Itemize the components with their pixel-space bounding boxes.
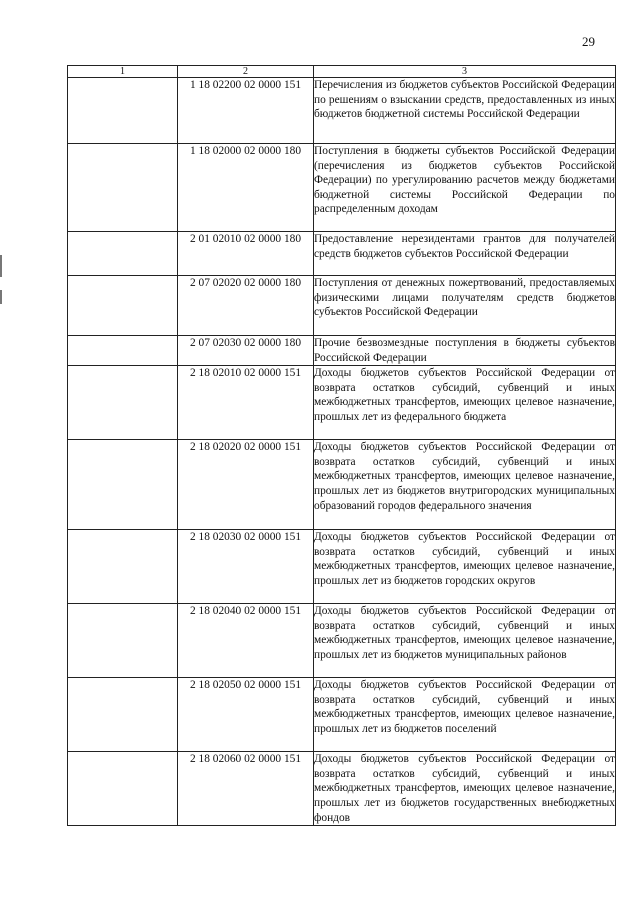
table-row [68,530,616,604]
income-description: Поступления в бюджеты субъектов Российской Федерации (перечисления из бюджетов субъектов Российской Федерации) по урегулированию расчетов между бюджетами бюджетной системы Российской Федерации по распределенным доходам [314,144,616,232]
row-col1-cell [68,530,178,604]
budget-code: 2 18 02050 02 0000 151 [178,678,314,752]
table-row [68,752,616,826]
budget-code: 1 18 02200 02 0000 151 [178,78,314,144]
income-description: Доходы бюджетов субъектов Российской Федерации от возврата остатков субсидий, субвенций и иных межбюджетных трансфертов, имеющих целевое назначение, прошлых лет из бюджетов внутригородских муниципальных образований городов федерального значения [314,440,616,530]
table-row [68,336,616,366]
budget-code: 2 18 02060 02 0000 151 [178,752,314,826]
table-row [68,604,616,678]
row-col1-cell [68,336,178,366]
row-col1-cell [68,440,178,530]
income-description: Доходы бюджетов субъектов Российской Федерации от возврата остатков субсидий, субвенций и иных межбюджетных трансфертов, имеющих целевое назначение, прошлых лет из бюджетов поселений [314,678,616,752]
table-row [68,232,616,276]
budget-codes-table [67,65,616,826]
row-col1-cell [68,276,178,336]
table-row [68,366,616,440]
income-description: Доходы бюджетов субъектов Российской Федерации от возврата остатков субсидий, субвенций и иных межбюджетных трансфертов, имеющих целевое назначение, прошлых лет из федерального бюджета [314,366,616,440]
page-number: 29 [582,34,595,49]
budget-code: 2 18 02040 02 0000 151 [178,604,314,678]
header-col-2: 2 [178,66,314,78]
table-row [68,678,616,752]
budget-code: 1 18 02000 02 0000 180 [178,144,314,232]
row-col1-cell [68,604,178,678]
income-description: Доходы бюджетов субъектов Российской Федерации от возврата остатков субсидий, субвенций и иных межбюджетных трансфертов, имеющих целевое назначение, прошлых лет из бюджетов городских округов [314,530,616,604]
table-row [68,78,616,144]
income-description: Доходы бюджетов субъектов Российской Федерации от возврата остатков субсидий, субвенций и иных межбюджетных трансфертов, имеющих целевое назначение, прошлых лет из бюджетов государственных внебюджетных фондов [314,752,616,826]
scan-edge-mark [0,255,2,277]
header-col-1: 1 [68,66,178,78]
table-row [68,440,616,530]
budget-code: 2 18 02010 02 0000 151 [178,366,314,440]
row-col1-cell [68,752,178,826]
budget-code: 2 18 02030 02 0000 151 [178,530,314,604]
header-col-3: 3 [314,66,616,78]
income-description: Поступления от денежных пожертвований, предоставляемых физическими лицами получателям средств бюджетов субъектов Российской Федерации [314,276,616,336]
income-description: Прочие безвозмездные поступления в бюджеты субъектов Российской Федерации [314,336,616,366]
table-row [68,276,616,336]
table-row [68,144,616,232]
income-description: Доходы бюджетов субъектов Российской Федерации от возврата остатков субсидий, субвенций и иных межбюджетных трансфертов, имеющих целевое назначение, прошлых лет из бюджетов муниципальных районов [314,604,616,678]
row-col1-cell [68,678,178,752]
income-description: Перечисления из бюджетов субъектов Российской Федерации по решениям о взыскании средств, предоставленных из иных бюджетов бюджетной системы Российской Федерации [314,78,616,144]
budget-code: 2 01 02010 02 0000 180 [178,232,314,276]
row-col1-cell [68,232,178,276]
budget-code: 2 18 02020 02 0000 151 [178,440,314,530]
budget-code: 2 07 02030 02 0000 180 [178,336,314,366]
row-col1-cell [68,366,178,440]
row-col1-cell [68,78,178,144]
table-header-row [68,66,616,78]
income-description: Предоставление нерезидентами грантов для получателей средств бюджетов субъектов Российской Федерации [314,232,616,276]
budget-code: 2 07 02020 02 0000 180 [178,276,314,336]
scan-edge-mark [0,290,2,304]
row-col1-cell [68,144,178,232]
